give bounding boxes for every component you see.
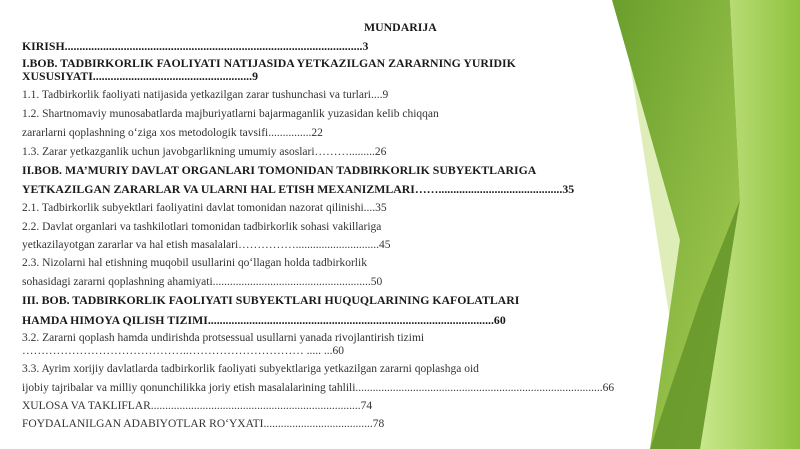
toc-entry-kirish: KIRISH.....................................................................................................3 [22,39,369,53]
toc-entry-adabiyotlar: FOYDALANILGAN ADABIYOTLAR RO‘YXATI......................................78 [22,418,385,430]
toc-entry-3-2: 3.2. Zararni qoplash hamda undirishda protsessual usullarni yanada rivojlantirish tizimi [22,332,425,344]
toc-entry-chapter-1-cont: XUSUSIYATI......................................................9 [22,69,258,83]
toc-entry-chapter-3: III. BOB. TADBIRKORLIK FAOLIYATI SUBYEKTLARI HUQUQLARINING KAFOLATLARI [22,293,520,307]
toc-entry-2-2-cont: yetkazilayotgan zararlar va hal etish masalalari…………….............................45 [22,239,391,251]
toc-entry-1-1: 1.1. Tadbirkorlik faoliyati natijasida yetkazilgan zarar tushunchasi va turlari....9 [22,89,389,101]
toc-entry-chapter-3-cont: HAMDA HIMOYA QILISH TIZIMI.................................................................................................60 [22,313,506,327]
toc-entry-3-2-cont: ……………………………………..………………………… ..... ...60 [22,345,344,357]
page-title: MUNDARIJA [364,20,437,34]
toc-entry-chapter-2: II.BOB. MA’MURIY DAVLAT ORGANLARI TOMONIDAN TADBIRKORLIK SUBYEKTLARIGA [22,163,537,177]
toc-entry-3-3: 3.3. Ayrim xorijiy davlatlarda tadbirkorlik faoliyati subyektlariga yetkazilgan zararni qoplashga oid [22,363,479,375]
toc-entry-1-2-cont: zararlarni qoplashning o‘ziga xos metodologik tavsifi...............22 [22,127,323,139]
toc-entry-1-2: 1.2. Shartnomaviy munosabatlarda majburiyatlarni bajarmaganlik yuzasidan kelib chiqqan [22,108,439,120]
toc-entry-2-3: 2.3. Nizolarni hal etishning muqobil usullarini qo‘llagan holda tadbirkorlik [22,257,367,269]
toc-entry-chapter-2-cont: YETKAZILGAN ZARARLAR VA ULARNI HAL ETISH MEXANIZMLARI……..........................................35 [22,182,575,196]
toc-entry-2-1: 2.1. Tadbirkorlik subyektlari faoliyatini davlat tomonidan nazorat qilinishi....35 [22,202,387,214]
toc-entry-xulosa: XULOSA VA TAKLIFLAR.........................................................................74 [22,400,373,412]
toc-entry-2-2: 2.2. Davlat organlari va tashkilotlari tomonidan tadbirkorlik sohasi vakillariga [22,221,382,233]
toc-entry-1-3: 1.3. Zarar yetkazganlik uchun javobgarlikning umumiy asoslari……….........26 [22,146,387,158]
toc-entry-3-3-cont: ijobiy tajribalar va milliy qonunchilikka joriy etish masalalarining tahlili......................................................................................66 [22,382,615,394]
toc-entry-2-3-cont: sohasidagi zararni qoplashning ahamiyati.......................................................50 [22,276,383,288]
toc-entry-chapter-1: I.BOB. TADBIRKORLIK FAOLIYATI NATIJASIDA YETKAZILGAN ZARARNING YURIDIK [22,56,516,70]
